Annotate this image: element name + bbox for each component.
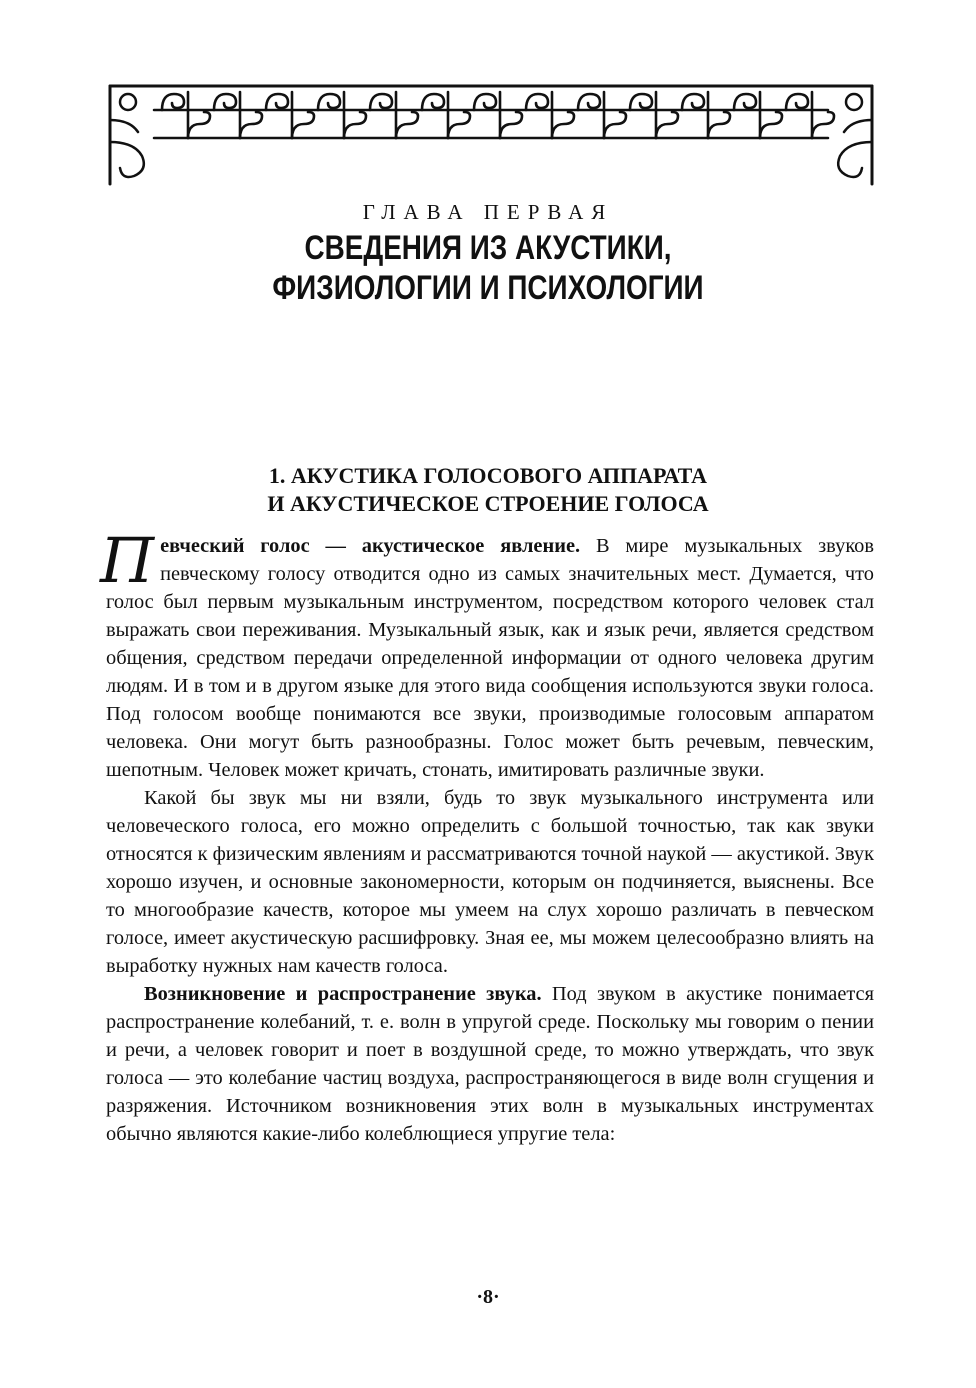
chapter-title-line-1: СВЕДЕНИЯ ИЗ АКУСТИКИ, (304, 229, 672, 267)
scroll-motif-bottom (604, 112, 626, 138)
section-title (0, 462, 976, 518)
scroll-motif-top (214, 94, 236, 110)
scroll-motif-bottom (812, 112, 834, 138)
chapter-label: ГЛАВА ПЕРВАЯ (362, 200, 614, 224)
section-title-line-2: И АКУСТИЧЕСКОЕ СТРОЕНИЕ ГОЛОСА (267, 491, 709, 516)
scroll-motif-bottom (292, 112, 314, 138)
scroll-motif-top (630, 94, 652, 110)
scroll-motif-bottom (396, 112, 418, 138)
section-title-line-1: 1. АКУСТИКА ГОЛОСОВОГО АППАРАТА (268, 463, 708, 488)
scroll-motif-bottom (448, 112, 470, 138)
scroll-motif-top (526, 94, 548, 110)
scroll-motif-bottom (656, 112, 678, 138)
scroll-motif-bottom (344, 112, 366, 138)
decorative-header-ornament (104, 80, 878, 188)
page-number: ·8· (476, 1286, 500, 1308)
paragraph-3-lead: Возникновение и распространение звука. (144, 983, 542, 1005)
scroll-motif-top (474, 94, 496, 110)
paragraph-1-text: В мире музыкальных звуков певческому голосу отводится одно из самых значительных мест. Думается, что голос был первым музыкальным инструментом, посредством которого человек стал выражать свои переживания. Музыкальный язык, как и язык речи, является средством общения, средством передачи определенной информации от одного человека другим людям. И в том и в другом языке для этого вида сообщения используются звуки голоса. Под голосом вообще понимаются все звуки, производимые голосовым аппаратом человека. Они могут быть разнообразны. Голос может быть речевым, певческим, шепотным. Человек может кричать, стонать, имитировать различные звуки. (106, 535, 875, 781)
scroll-motif-top (734, 94, 756, 110)
scroll-motif-bottom (552, 112, 574, 138)
scroll-motif-top (318, 94, 340, 110)
scroll-motif-bottom (240, 112, 262, 138)
scroll-motif-bottom (708, 112, 730, 138)
scroll-motif-top (162, 94, 184, 110)
scroll-motif-top (786, 94, 808, 110)
paragraph-3-text: Под звуком в акустике понимается распространение колебаний, т. е. волн в упругой среде. Поскольку мы говорим о пении и речи, а человек говорит и поет в воздушной среде, то можно утверждать, что звук голоса — это колебание частиц воздуха, распространяющегося в виде волн сгущения и разряжения. Источником возникновения этих волн в музыкальных инструментах обычно являются какие-либо колеблющиеся упругие тела: (106, 983, 874, 1145)
scroll-motif-bottom (188, 112, 210, 138)
scroll-motif-top (682, 94, 704, 110)
paragraph-3 (106, 980, 874, 1148)
body-text (100, 524, 875, 1148)
scroll-motif-top (578, 94, 600, 110)
chapter-title (88, 228, 888, 308)
scroll-motif-bottom (760, 112, 782, 138)
scroll-motif-top (370, 94, 392, 110)
chapter-title-line-2: ФИЗИОЛОГИИ И ПСИХОЛОГИИ (272, 269, 704, 307)
paragraph-1-lead: евческий голос — акустическое явление. (160, 535, 581, 557)
scroll-motif-top (422, 94, 444, 110)
drop-cap: П (100, 524, 155, 597)
scroll-motif-top (266, 94, 288, 110)
paragraph-2: Какой бы звук мы ни взяли, будь то звук музыкального инструмента или человеческого голоса, его можно определить с большой точностью, так как звуки относятся к физическим явлениям и рассматриваются точной наукой — акустикой. Звук хорошо изучен, и основные закономерности, которым он подчиняется, выяснены. Все то многообразие качеств, которое мы умеем на слух хорошо различать в певческом голосе, имеет акустическую расшифровку. Зная ее, мы можем целесообразно влиять на выработку нужных нам качеств голоса. (106, 787, 875, 977)
scroll-motif-bottom (500, 112, 522, 138)
paragraph-1 (100, 524, 875, 784)
